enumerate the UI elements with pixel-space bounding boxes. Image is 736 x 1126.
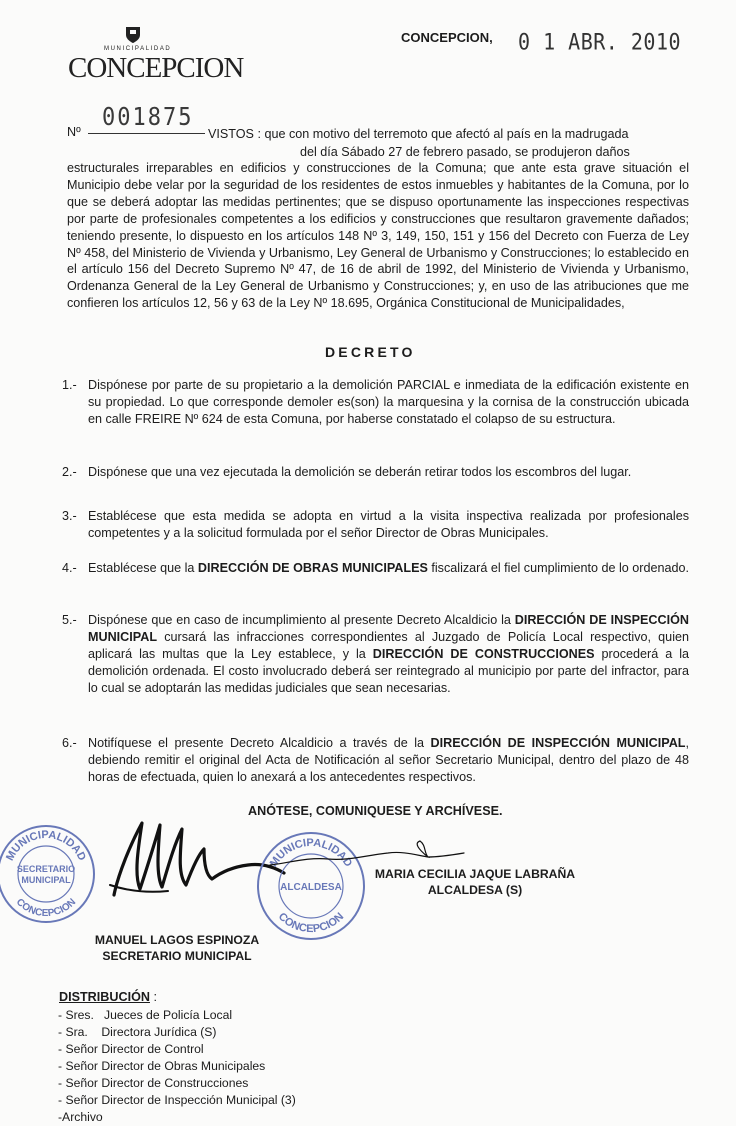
distribution-title [59, 990, 157, 1004]
secretario-title: SECRETARIO MUNICIPAL [102, 949, 252, 963]
item-number: 4.- [62, 561, 77, 575]
item-number: 6.- [62, 736, 77, 750]
distribution-item: - Sra. Directora Jurídica (S) [58, 1025, 217, 1039]
item-text: Dispónese que una vez ejecutada la demolición se deberán retirar todos los escombros del lugar. [88, 465, 632, 479]
item-text-part: fiscalizará el fiel cumplimiento de lo ordenado. [427, 561, 689, 575]
seal-text: CONCEPCION [275, 910, 347, 936]
item-text-part: Dispónese que en caso de incumplimiento al presente Decreto Alcaldicio la [88, 613, 515, 627]
seal-text: MUNICIPALIDAD [267, 836, 355, 870]
city-label: CONCEPCION, [401, 30, 493, 45]
distribution-item: - Señor Director de Inspección Municipal (3) [58, 1093, 296, 1107]
seal-text: MUNICIPAL [21, 875, 71, 885]
item-text-bold: DIRECCIÓN DE INSPECCIÓN MUNICIPAL [88, 613, 689, 644]
alcaldesa-name: MARIA CECILIA JAQUE LABRAÑA [374, 867, 576, 881]
distribution-list [58, 1007, 296, 1126]
logo-main-text: CONCEPCION [68, 52, 244, 84]
item-text-bold: DIRECCIÓN DE CONSTRUCCIONES [372, 646, 595, 661]
item-text-part: procederá a la demolición ordenada. El costo involucrado deberá ser reintegrado al municipio por parte del infractor, para lo cual se adoptarán las medidas judiciales que sean necesarias. [88, 646, 690, 695]
decree-number: 001875 [102, 103, 194, 132]
distribution-item: - Señor Director de Obras Municipales [58, 1059, 266, 1073]
item-text: Establécese que esta medida se adopta en virtud a la visita inspectiva realizada por profesionales competentes y a la solicitud formulada por el señor Director de Obras Municipales. [88, 509, 689, 540]
item-text-bold: DIRECCIÓN DE INSPECCIÓN MUNICIPAL [430, 736, 686, 750]
vistos-first-line [208, 126, 688, 143]
logo-small-text: MUNICIPALIDAD [104, 46, 172, 52]
distribution-item: - Señor Director de Construcciones [58, 1076, 249, 1090]
item-text-part: Establécese que la [88, 561, 198, 575]
number-underline [88, 133, 205, 134]
decreto-title: DECRETO [325, 344, 416, 360]
number-label: Nº [67, 125, 81, 139]
alcaldesa-title: ALCALDESA (S) [427, 883, 523, 897]
item-number: 5.- [62, 613, 77, 627]
item-text [88, 612, 689, 697]
seal-text: SECRETARIO [16, 864, 76, 874]
item-text-bold: DIRECCIÓN DE OBRAS MUNICIPALES [197, 561, 428, 575]
vistos-second-line: del día Sábado 27 de febrero pasado, se produjeron daños [300, 145, 630, 159]
item-number: 3.- [62, 509, 77, 523]
distribution-colon: : [149, 990, 157, 1004]
item-text [88, 735, 689, 786]
svg-text:CONCEPCION [276, 911, 346, 935]
seal-text: CONCEPCION [13, 896, 79, 920]
seal-text: MUNICIPALIDAD [4, 828, 88, 863]
distribution-item: -Archivo [58, 1110, 103, 1124]
item-text-part: , debiendo remitir el original del Acta de Notificación al señor Secretario Municipal, dentro del plazo de 48 horas de efectuada, quien lo anexará a los antecedentes respectivos. [88, 736, 690, 784]
distribution-item: - Señor Director de Control [58, 1042, 204, 1056]
item-text: Dispónese por parte de su propietario a la demolición PARCIAL e inmediata de la edificación existente en su propiedad. Lo que corresponde demoler es(son) la marquesina y la cornisa de la construcción ubicada en calle FREIRE Nº 624 de esta Comuna, por haberse constatado el colapso de su estructura. [88, 378, 689, 426]
seal-text: ALCALDESA [280, 882, 342, 893]
item-number: 2.- [62, 465, 77, 479]
distribution-item: - Sres. Jueces de Policía Local [58, 1008, 233, 1022]
municipal-logo [66, 26, 244, 92]
coat-of-arms-icon [125, 26, 141, 44]
item-number: 1.- [62, 378, 77, 392]
item-text [88, 560, 689, 577]
secretario-name: MANUEL LAGOS ESPINOZA [94, 933, 260, 947]
item-text-part: Notifíquese el presente Decreto Alcaldicio a través de la [88, 736, 431, 750]
closing-formula: ANÓTESE, COMUNIQUESE Y ARCHÍVESE. [248, 804, 503, 818]
vistos-label: VISTOS : [208, 127, 261, 141]
distribution-title-text: DISTRIBUCIÓN [59, 990, 150, 1004]
secretario-seal [0, 822, 98, 926]
item-text-part: cursará las infracciones correspondientes al Juzgado de Policía Local respectivo, quien aplicará las multas que la Ley establece, y la [88, 629, 689, 661]
vistos-body: estructurales irreparables en edificios y construcciones de la Comuna; que ante esta grave situación el Municipio debe velar por la seguridad de los residentes de estos inmuebles y habitantes de la Comuna, por lo que se deberá adoptar las medidas pertinentes; que se dispuso oportunamente las inspecciones respectivas por parte de profesionales competentes a los edificios y construcciones que resultaron gravemente dañados; teniendo presente, lo dispuesto en los artículos 148 Nº 3, 149, 150, 151 y 156 del Decreto con Fuerza de Ley Nº 458, del Ministerio de Vivienda y Urbanismo, Ley General de Urbanismo y Construcciones; lo establecido en el artículo 156 del Decreto Supremo Nº 47, de 16 de abril de 1992, del Ministerio de Vivienda y Urbanismo, Ordenanza General de la Ley General de Urbanismo y Construcciones; y, en uso de las atribuciones que me confieren los artículos 12, 56 y 63 de la Ley Nº 18.695, Orgánica Constitucional de Municipalidades, [67, 161, 689, 311]
vistos-line-a: que con motivo del terremoto que afectó al país en la madrugada [264, 127, 629, 141]
date-stamp: 0 1 ABR. 2010 [518, 28, 682, 56]
